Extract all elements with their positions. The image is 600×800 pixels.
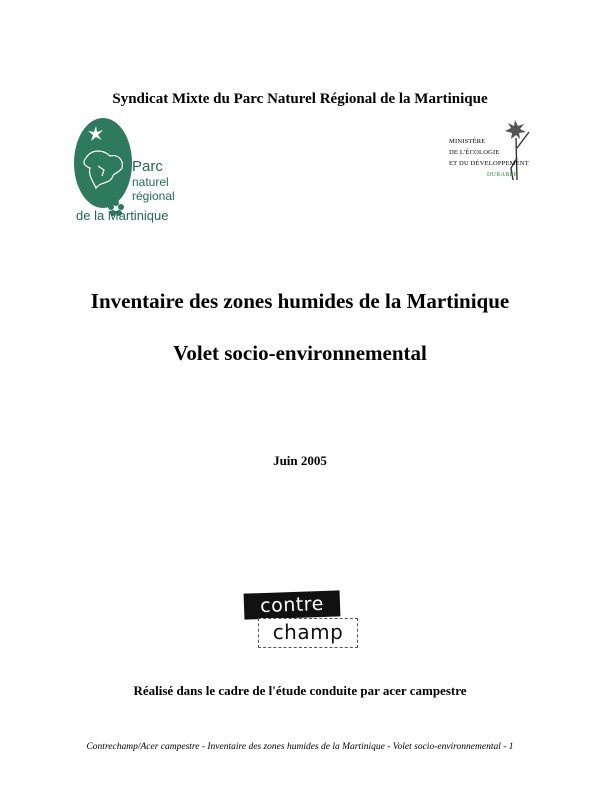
document-title: Inventaire des zones humides de la Martinique: [90, 289, 510, 313]
pnr-martinique-logo: [72, 116, 182, 234]
contrechamp-logo: [242, 590, 358, 650]
contrechamp-logo-top: contre: [244, 590, 341, 619]
pnr-logo-martinique: de la Martinique: [76, 208, 169, 223]
document-subtitle: Volet socio-environnemental: [173, 341, 427, 365]
pnr-logo-naturel: naturel: [132, 175, 169, 189]
pnr-logo-regional: régional: [132, 189, 175, 203]
document-date: Juin 2005: [273, 453, 327, 468]
page-footer: Contrechamp/Acer campestre - Inventaire des zones humides de la Martinique - Volet socio-environnemental - 1: [86, 742, 514, 752]
ministry-ecology-logo: [449, 118, 549, 186]
ministry-line-1: MINISTÈRE: [449, 138, 486, 145]
ministry-line-3: ET DU DÉVELOPPEMENT: [449, 160, 529, 167]
ministry-durable: DURABLE: [487, 172, 518, 178]
credit-line: Réalisé dans le cadre de l'étude conduite par acer campestre: [133, 683, 467, 698]
contrechamp-logo-bottom: champ: [258, 618, 358, 648]
ministry-text-block: [449, 136, 529, 169]
organization-header: Syndicat Mixte du Parc Naturel Régional de la Martinique: [112, 91, 488, 107]
ministry-line-2: DE L'ÉCOLOGIE: [449, 149, 500, 156]
island-silhouette-icon: [74, 118, 134, 210]
pnr-logo-parc: Parc: [132, 158, 163, 175]
